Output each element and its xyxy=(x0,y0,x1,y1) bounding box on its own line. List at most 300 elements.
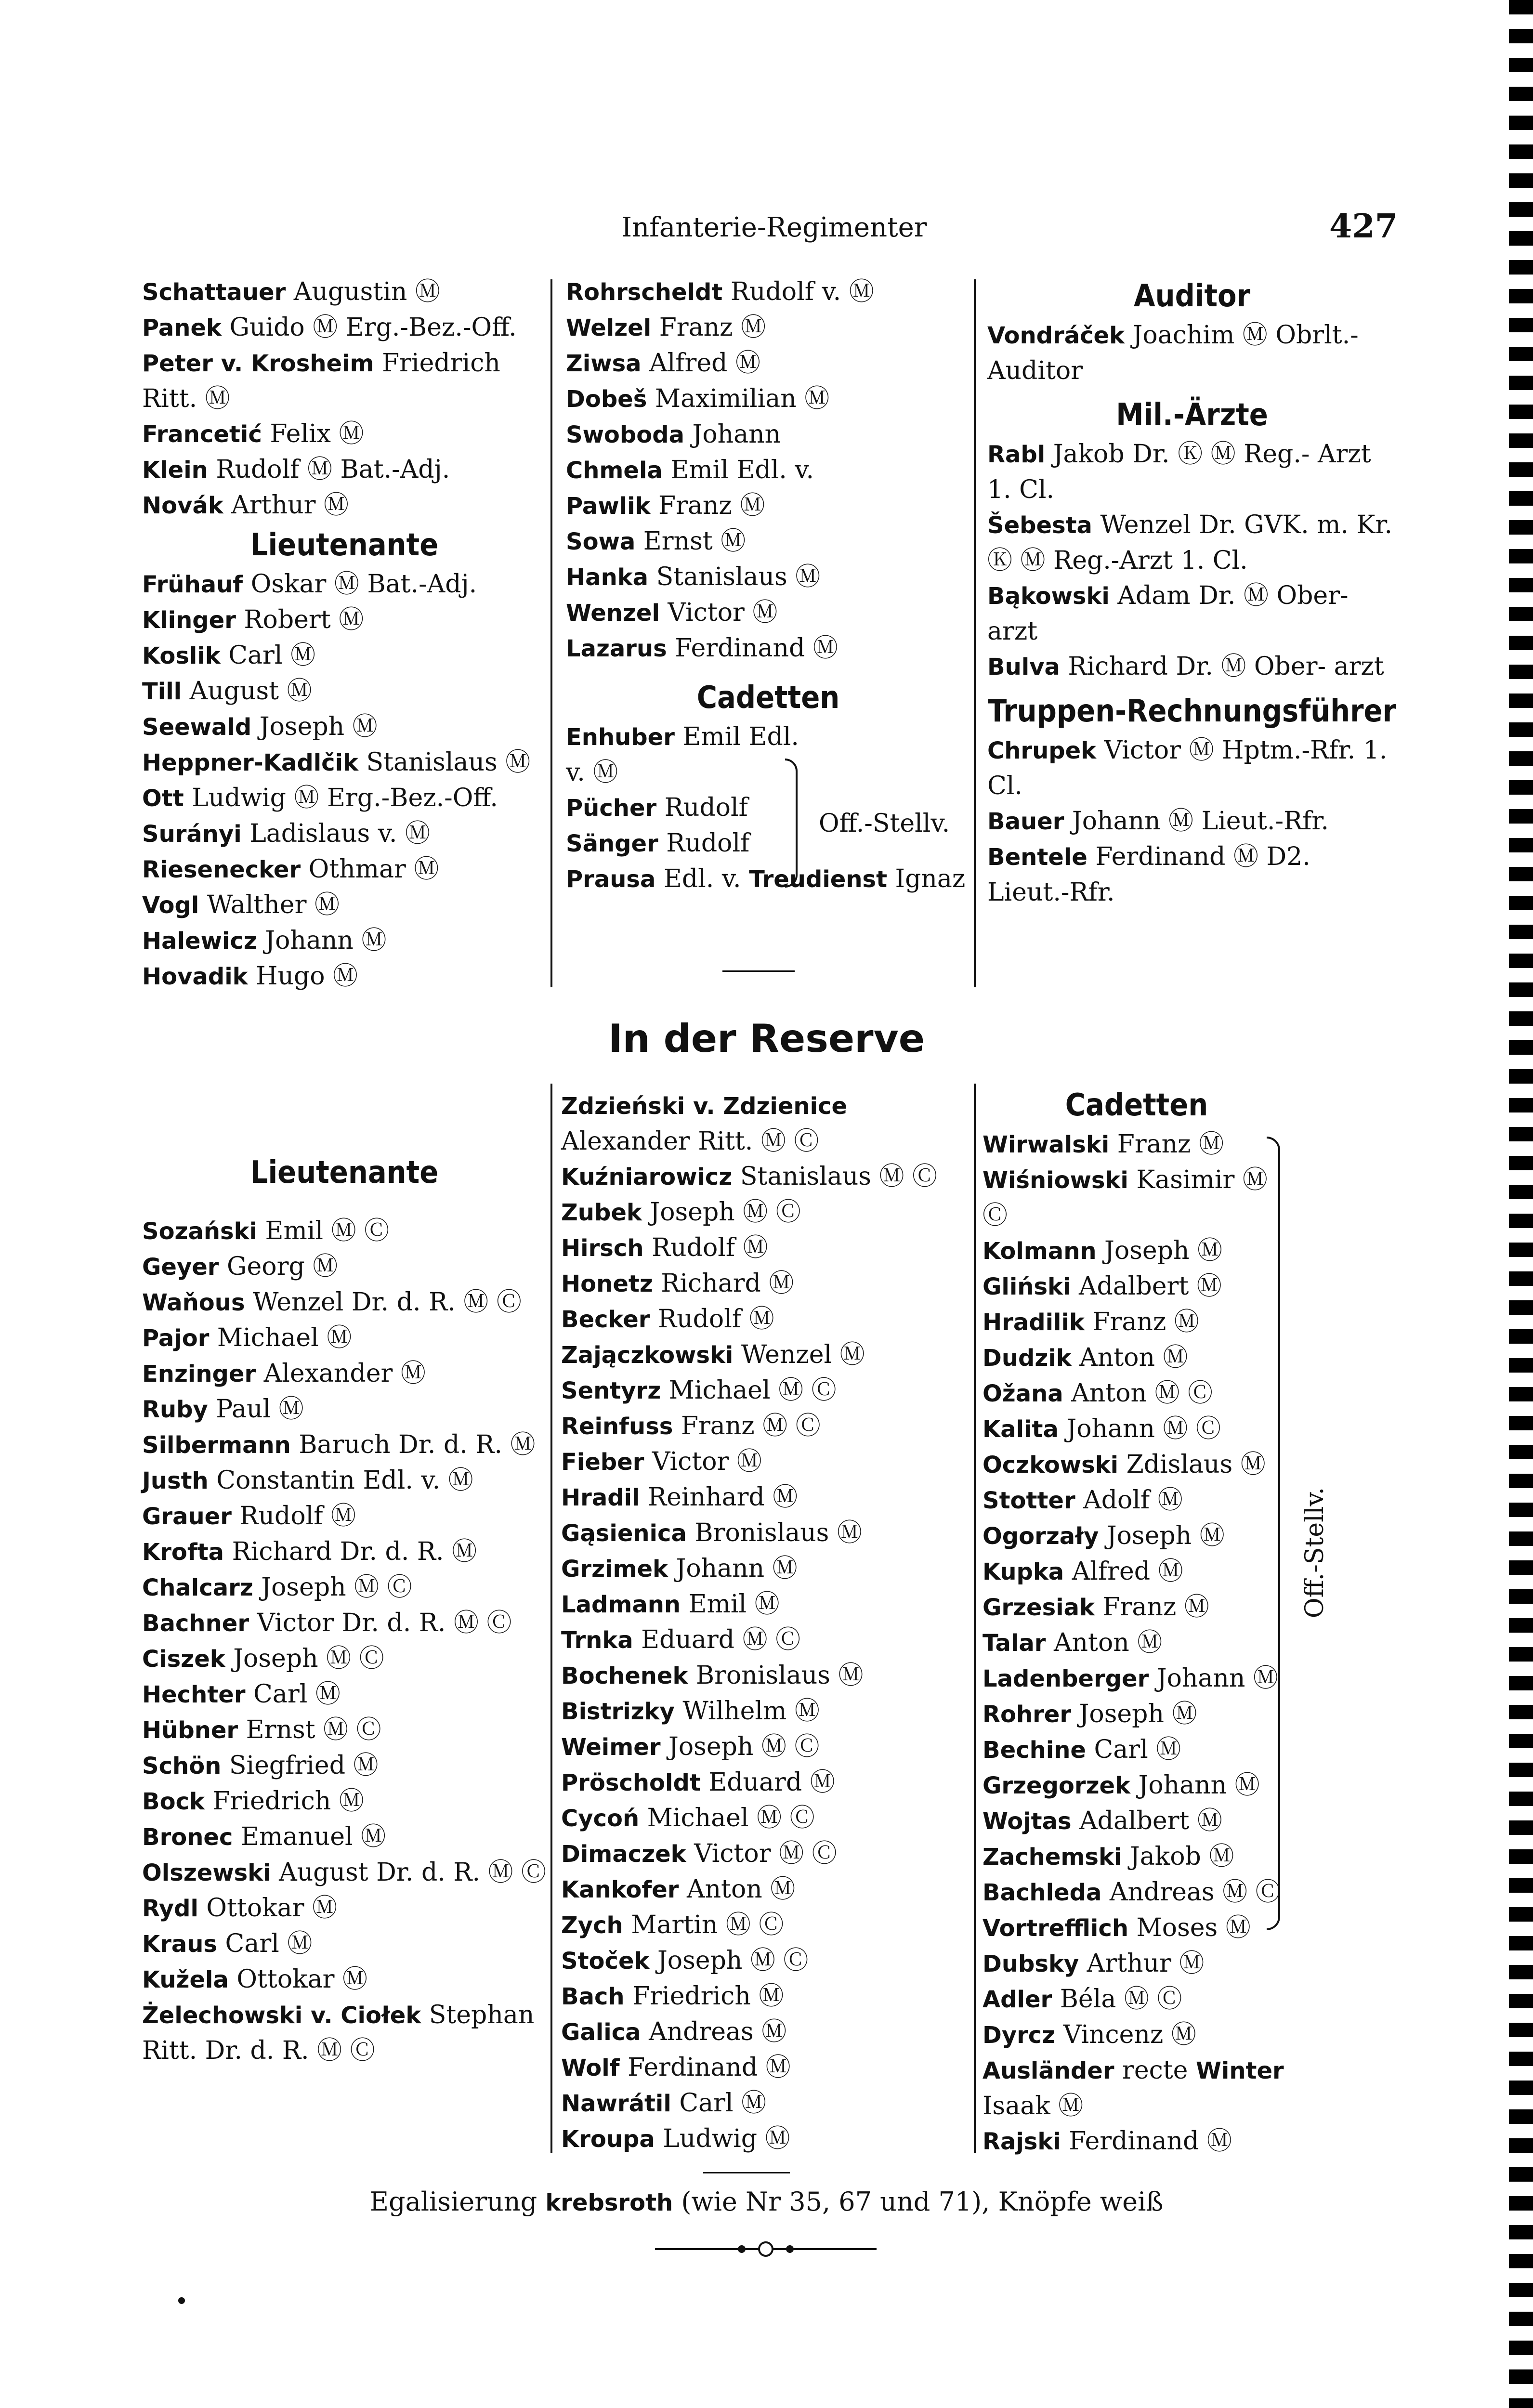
officer-entry xyxy=(983,1127,1291,1163)
officer-entry xyxy=(142,1534,547,1570)
surname: Dyrcz xyxy=(983,2022,1056,2049)
surname: Peter v. Krosheim xyxy=(142,350,374,377)
section-heading-cadetten: Cadetten xyxy=(1065,1087,1208,1123)
entry-details: Emanuel Ⓜ xyxy=(233,1822,386,1851)
entry-details: Jakob Dr. Ⓚ Ⓜ Reg.- Arzt 1. Cl. xyxy=(987,440,1371,504)
entry-details: Emil Ⓜ xyxy=(681,1590,780,1619)
officer-entry xyxy=(561,1159,970,1195)
officer-entry xyxy=(142,1641,547,1677)
entry-details: Robert Ⓜ xyxy=(236,605,364,634)
surname: Rydl xyxy=(142,1895,198,1922)
surname: Stoček xyxy=(561,1948,650,1975)
surname: Vogl xyxy=(142,892,199,919)
surname: Halewicz xyxy=(142,928,257,955)
entry-details: Anton Ⓜ xyxy=(1071,1343,1188,1372)
surname: Panek xyxy=(142,314,222,341)
surname: Chalcarz xyxy=(142,1574,253,1601)
surname: Honetz xyxy=(561,1270,653,1297)
entry-details: Alexander Ritt. Ⓜ Ⓒ xyxy=(561,1127,819,1156)
surname: Bronec xyxy=(142,1824,233,1851)
entry-details: Franz Ⓜ xyxy=(651,313,766,342)
surname: Grzegorzek xyxy=(983,1772,1130,1799)
surname: Riesenecker xyxy=(142,856,301,883)
surname: Heppner-Kadlčik xyxy=(142,749,358,776)
entry-details: Carl Ⓜ xyxy=(1086,1735,1181,1764)
surname: Ausländer xyxy=(983,2057,1114,2084)
officer-entry xyxy=(142,1427,547,1463)
entry-details: Stanislaus Ⓜ Ⓒ xyxy=(732,1162,938,1191)
officer-entry xyxy=(566,346,970,381)
surname: Lazarus xyxy=(566,635,667,662)
entry-details: Arthur Ⓜ xyxy=(223,491,349,520)
entry-details: Georg Ⓜ xyxy=(219,1252,338,1281)
entry-details: Joseph Ⓜ xyxy=(1099,1521,1225,1550)
officer-entry xyxy=(142,888,547,923)
entry-details: Johann Ⓜ xyxy=(668,1554,798,1583)
surname: Sentyrz xyxy=(561,1377,661,1404)
officer-entry xyxy=(142,816,547,852)
officer-entry xyxy=(561,2050,970,2086)
officer-entry xyxy=(983,1483,1291,1518)
surname: Bistrizky xyxy=(561,1698,675,1725)
entry-details: Ferdinand Ⓜ xyxy=(619,2053,791,2082)
entry-details: Adam Dr. Ⓜ Ober- arzt xyxy=(987,581,1349,646)
officer-entry xyxy=(566,275,970,310)
officer-entry xyxy=(561,1658,970,1694)
entry-details: Johann Ⓜ xyxy=(1130,1771,1260,1800)
officer-entry xyxy=(561,1480,970,1516)
officer-entry xyxy=(987,804,1397,839)
officer-entry xyxy=(566,488,970,524)
entry-details: Joseph Ⓜ Ⓒ xyxy=(253,1573,412,1602)
surname: Bachleda xyxy=(983,1879,1102,1906)
officer-entry xyxy=(561,1587,970,1623)
officer-entry xyxy=(566,720,970,755)
surname: Schattauer xyxy=(142,279,286,306)
section-heading-lieutenante: Lieutenante xyxy=(250,527,439,563)
entry-details: Constantin Edl. v. Ⓜ xyxy=(208,1466,473,1495)
officer-entry xyxy=(561,1801,970,1836)
officer-entry xyxy=(142,1321,547,1356)
officer-entry xyxy=(142,310,547,346)
officer-entry xyxy=(566,524,970,560)
officer-entry xyxy=(142,1926,547,1962)
surname: Frühauf xyxy=(142,571,243,598)
surname: Stotter xyxy=(983,1487,1075,1514)
brace xyxy=(1267,1137,1280,1930)
officer-list xyxy=(142,1214,547,2068)
entry-details: Felix Ⓜ xyxy=(262,419,364,448)
ornament-icon xyxy=(655,2239,877,2259)
entry-details: Wilhelm Ⓜ xyxy=(674,1697,820,1726)
surname: Grzimek xyxy=(561,1556,668,1583)
surname: Geyer xyxy=(142,1254,219,1281)
surname: Adler xyxy=(983,1986,1052,2013)
officer-entry xyxy=(142,567,547,602)
surname: Pücher xyxy=(566,795,657,822)
entry-details: Wenzel Dr. d. R. Ⓜ Ⓒ xyxy=(245,1288,522,1317)
active-column-3 xyxy=(987,275,1397,910)
officer-entry xyxy=(142,1748,547,1784)
entry-details: Bronislaus Ⓜ xyxy=(686,1518,862,1547)
officer-entry xyxy=(142,1713,547,1748)
entry-details: Joachim Ⓜ Obrlt.- Auditor xyxy=(987,321,1359,385)
entry-details: Anton Ⓜ xyxy=(1046,1628,1163,1657)
officer-entry xyxy=(142,709,547,745)
officer-entry xyxy=(983,2124,1291,2159)
entry-details: Rudolf Ⓜ Bat.-Adj. xyxy=(208,455,450,484)
entry-details: Ferdinand Ⓜ xyxy=(667,634,838,663)
officer-entry xyxy=(561,2015,970,2050)
column-divider xyxy=(974,1084,976,2153)
surname: Hradilik xyxy=(983,1309,1085,1336)
entry-details: Rudolf xyxy=(658,829,750,858)
surname: Hirsch xyxy=(561,1235,644,1262)
officer-list xyxy=(142,567,547,995)
officer-entry xyxy=(561,1836,970,1872)
officer-entry xyxy=(566,595,970,631)
entry-details: Franz Ⓜ xyxy=(1084,1308,1199,1336)
officer-entry xyxy=(142,852,547,888)
surname: Novák xyxy=(142,492,223,519)
officer-entry xyxy=(983,1554,1291,1590)
surname: Olszewski xyxy=(142,1859,271,1886)
entry-details: Rudolf xyxy=(656,793,748,822)
entry-details: Alfred Ⓜ xyxy=(1064,1557,1183,1586)
bracket-label: Off.-Stellv. xyxy=(819,809,950,838)
entry-details: Augustin Ⓜ xyxy=(286,277,440,306)
surname: Rohrscheldt xyxy=(566,279,723,306)
surname: Kalita xyxy=(983,1416,1059,1443)
entry-details: Ernst Ⓜ Ⓒ xyxy=(238,1715,381,1744)
entry-details: Johann Ⓜ xyxy=(1149,1664,1278,1693)
surname: Vondráček xyxy=(987,322,1125,349)
officer-entry xyxy=(987,733,1397,804)
officer-entry xyxy=(983,1590,1291,1625)
section-heading-cadetten: Cadetten xyxy=(696,680,840,716)
officer-entry xyxy=(561,1337,970,1373)
surname: Seewald xyxy=(142,714,252,741)
entry-details: Siegfried Ⓜ xyxy=(221,1751,379,1780)
officer-entry xyxy=(142,1677,547,1713)
entry-details: August Ⓜ xyxy=(182,677,312,706)
officer-entry xyxy=(561,1409,970,1444)
entry-details: Adalbert Ⓜ xyxy=(1071,1272,1222,1301)
surname: Gliński xyxy=(983,1273,1071,1300)
entry-details: Johann Ⓜ Lieut.-Rfr. xyxy=(1064,807,1329,836)
surname: Kuźniarowicz xyxy=(561,1164,733,1191)
officer-entry xyxy=(142,602,547,638)
entry-details: Joseph Ⓜ Ⓒ xyxy=(225,1644,384,1673)
surname: Bauer xyxy=(987,808,1064,835)
officer-entry xyxy=(561,1195,970,1230)
entry-details: Franz Ⓜ xyxy=(650,491,765,520)
entry-details: Rudolf Ⓜ xyxy=(650,1305,774,1334)
entry-details: Stanislaus Ⓜ xyxy=(358,748,531,777)
officer-entry xyxy=(142,923,547,959)
section-heading-lieutenante: Lieutenante xyxy=(250,1155,439,1191)
officer-entry xyxy=(987,508,1397,578)
surname: Silbermann xyxy=(142,1432,291,1459)
entry-details: v. Ⓜ xyxy=(566,758,618,787)
surname: Bentele xyxy=(987,844,1088,871)
entry-details: Victor Dr. d. R. Ⓜ Ⓒ xyxy=(249,1609,512,1637)
surname: Talar xyxy=(983,1630,1046,1657)
entry-details: Paul Ⓜ xyxy=(208,1395,304,1424)
reserve-column-1 xyxy=(142,1151,547,2068)
surname: Gąsienica xyxy=(561,1520,687,1547)
entry-details: August Dr. d. R. Ⓜ Ⓒ xyxy=(271,1858,547,1887)
entry-details: Ludwig Ⓜ xyxy=(655,2124,790,2153)
entry-details: Othmar Ⓜ xyxy=(301,855,439,884)
entry-details: Carl Ⓜ xyxy=(220,641,316,670)
footer-text: Egalisierung xyxy=(369,2186,546,2217)
officer-entry xyxy=(983,1875,1291,1911)
surname: Swoboda xyxy=(566,421,684,448)
entry-details: Richard Ⓜ xyxy=(653,1269,794,1298)
officer-entry xyxy=(142,417,547,452)
entry-details: recte xyxy=(1114,2056,1196,2085)
entry-details: Ottokar Ⓜ xyxy=(228,1965,368,1994)
entry-details: Joseph Ⓜ xyxy=(251,712,378,741)
entry-details: Alexander Ⓜ xyxy=(256,1359,426,1388)
officer-entry xyxy=(142,1819,547,1855)
officer-entry xyxy=(142,1855,547,1891)
page-header xyxy=(0,207,1533,250)
officer-entry xyxy=(983,1163,1291,1233)
officer-entry xyxy=(561,1373,970,1409)
active-column-1 xyxy=(142,275,547,995)
entry-details: Emil Edl. v. xyxy=(662,456,814,484)
surname: Bach xyxy=(561,1983,625,2010)
surname: Ott xyxy=(142,785,184,812)
surname: Waňous xyxy=(142,1289,245,1316)
officer-entry xyxy=(561,1516,970,1551)
surname: Galica xyxy=(561,2019,641,2046)
officer-list xyxy=(566,720,970,897)
entry-details: Ferdinand Ⓜ D2. Lieut.-Rfr. xyxy=(987,842,1310,907)
entry-details: Stephan Ritt. Dr. d. R. Ⓜ Ⓒ xyxy=(142,2001,535,2065)
surname: Hanka xyxy=(566,564,649,591)
entry-details: Rudolf Ⓜ xyxy=(231,1502,356,1531)
surname: Francetić xyxy=(142,421,262,448)
officer-entry xyxy=(983,1305,1291,1340)
page-edge-border xyxy=(1509,0,1533,2408)
surname: Pawlik xyxy=(566,493,651,520)
column-divider xyxy=(550,279,552,987)
surname: Bochenek xyxy=(561,1662,688,1689)
entry-details: Oskar Ⓜ Bat.-Adj. xyxy=(243,570,477,599)
entry-details: Wenzel Dr. GVK. m. Kr. Ⓚ Ⓜ Reg.-Arzt 1. Cl. xyxy=(987,510,1393,575)
entry-details: Carl Ⓜ xyxy=(245,1680,341,1709)
surname: Hechter xyxy=(142,1681,246,1708)
surname: Sozański xyxy=(142,1218,257,1245)
surname: Ožana xyxy=(983,1380,1063,1407)
officer-list xyxy=(566,275,970,667)
officer-entry xyxy=(566,453,970,488)
bracket-label: Off.-Stellv. xyxy=(1300,1487,1329,1618)
surname: Kraus xyxy=(142,1931,217,1958)
footer-text: (wie Nr 35, 67 und 71), Knöpfe weiß xyxy=(673,2186,1164,2217)
surname: Fieber xyxy=(561,1449,644,1476)
entry-details: Victor Ⓜ xyxy=(644,1447,762,1476)
entry-details: Martin Ⓜ Ⓒ xyxy=(623,1911,784,1939)
officer-entry xyxy=(561,1979,970,2015)
entry-details: Rudolf Ⓜ xyxy=(643,1233,768,1262)
section-heading-auditor: Auditor xyxy=(1134,278,1250,314)
surname: Wirwalski xyxy=(983,1131,1110,1158)
entry-details: Anton Ⓜ xyxy=(679,1875,796,1904)
page-number: 427 xyxy=(1329,207,1398,246)
surname: Zajączkowski xyxy=(561,1342,734,1369)
officer-entry xyxy=(142,1606,547,1641)
surname: Reinfuss xyxy=(561,1413,673,1440)
entry-details: Hugo Ⓜ xyxy=(248,962,358,991)
surname: Zdzieński v. Zdzienice xyxy=(561,1093,847,1120)
surname: Cycoń xyxy=(561,1805,640,1832)
entry-details: Guido Ⓜ Erg.-Bez.-Off. xyxy=(221,313,517,342)
officer-list xyxy=(987,437,1397,685)
entry-details: Johann Ⓜ Ⓒ xyxy=(1058,1414,1221,1443)
officer-entry xyxy=(983,1804,1291,1839)
surname: Justh xyxy=(142,1467,209,1494)
officer-entry xyxy=(561,1302,970,1337)
entry-details: Stanislaus Ⓜ xyxy=(648,563,821,591)
officer-entry xyxy=(142,1249,547,1285)
surname: Sänger xyxy=(566,830,658,857)
surname: Ladmann xyxy=(561,1591,681,1618)
surname: Klein xyxy=(142,457,208,484)
officer-entry xyxy=(983,2053,1291,2124)
officer-entry xyxy=(142,452,547,488)
surname: Prausa xyxy=(566,866,656,893)
entry-details: Ludwig Ⓜ Erg.-Bez.-Off. xyxy=(183,784,498,812)
entry-details: Joseph Ⓜ Ⓒ xyxy=(649,1946,809,1975)
officer-entry xyxy=(983,1768,1291,1804)
entry-details: Joseph Ⓜ xyxy=(1071,1700,1197,1728)
entry-details: Emil Ⓜ Ⓒ xyxy=(257,1217,390,1245)
surname: Rajski xyxy=(983,2128,1061,2155)
entry-details: Franz Ⓜ Ⓒ xyxy=(673,1412,821,1440)
officer-entry xyxy=(983,1376,1291,1412)
entry-details: Walther Ⓜ xyxy=(199,890,340,919)
officer-entry xyxy=(142,674,547,709)
surname: Chrupek xyxy=(987,737,1097,764)
officer-entry xyxy=(142,1214,547,1249)
officer-entry xyxy=(142,346,547,417)
entry-details: Ferdinand Ⓜ xyxy=(1061,2127,1232,2156)
surname: Welzel xyxy=(566,314,652,341)
section-heading-rechnungsfuehrer: Truppen-Rechnungsführer xyxy=(988,694,1396,729)
entry-details: Joseph Ⓜ Ⓒ xyxy=(642,1198,801,1227)
entry-details: Ernst Ⓜ xyxy=(635,527,746,556)
entry-details: Johann Ⓜ xyxy=(257,926,387,955)
officer-entry xyxy=(987,578,1397,649)
officer-entry xyxy=(142,1356,547,1392)
officer-entry xyxy=(983,1946,1291,1982)
surname: Klinger xyxy=(142,607,236,634)
surname: Żelechowski v. Ciołek xyxy=(142,2002,421,2029)
officer-entry xyxy=(983,1911,1291,1946)
surname: Chmela xyxy=(566,457,663,484)
officer-entry xyxy=(566,381,970,417)
officer-list xyxy=(561,1088,970,2157)
officer-entry xyxy=(561,1872,970,1908)
entry-details: Friedrich Ⓜ xyxy=(204,1787,364,1816)
officer-entry xyxy=(983,1697,1291,1732)
surname: Ciszek xyxy=(142,1646,225,1673)
officer-entry xyxy=(983,1447,1291,1483)
surname: Kankofer xyxy=(561,1876,679,1903)
officer-entry xyxy=(566,417,970,453)
officer-list xyxy=(142,275,547,523)
officer-entry xyxy=(142,1463,547,1499)
officer-list xyxy=(983,1127,1291,2159)
footer-colour: krebsroth xyxy=(545,2189,673,2216)
officer-entry xyxy=(142,1392,547,1427)
entry-details: Isaak Ⓜ xyxy=(983,2092,1084,2120)
entry-details: Bronislaus Ⓜ xyxy=(688,1661,864,1690)
entry-details: Arthur Ⓜ xyxy=(1079,1949,1205,1978)
surname: Weimer xyxy=(561,1734,661,1761)
officer-entry xyxy=(561,1908,970,1943)
footer-note xyxy=(0,2186,1533,2217)
surname: Pröscholdt xyxy=(561,1769,701,1796)
entry-details: Richard Dr. Ⓜ Ober- arzt xyxy=(1060,652,1384,681)
surname: Nawrátil xyxy=(561,2090,671,2117)
surname: Zych xyxy=(561,1912,623,1939)
entry-details: Edl. v. xyxy=(655,864,749,893)
entry-details: Alfred Ⓜ xyxy=(641,349,760,378)
column-divider xyxy=(550,1084,552,2153)
entry-details: Emil Edl. xyxy=(674,722,799,751)
section-rule xyxy=(703,2172,790,2173)
officer-entry xyxy=(983,2017,1291,2053)
officer-entry xyxy=(142,1285,547,1321)
officer-entry xyxy=(561,2121,970,2157)
entry-details: Carl Ⓜ xyxy=(217,1929,313,1958)
entry-details: Friedrich Ritt. Ⓜ xyxy=(142,349,500,413)
entry-details: Eduard Ⓜ xyxy=(700,1768,835,1797)
surname: Treudienst xyxy=(749,866,888,893)
entry-details: Andreas Ⓜ Ⓒ xyxy=(1101,1878,1281,1907)
surname: Hübner xyxy=(142,1717,238,1744)
surname: Kroupa xyxy=(561,2126,655,2153)
officer-entry xyxy=(987,649,1397,685)
surname: Dubsky xyxy=(983,1950,1079,1977)
entry-details: Anton Ⓜ Ⓒ xyxy=(1063,1379,1213,1408)
surname: Dobeš xyxy=(566,386,647,413)
surname: Rabl xyxy=(987,441,1046,468)
entry-details: Michael Ⓜ Ⓒ xyxy=(661,1376,837,1405)
entry-details: Vincenz Ⓜ xyxy=(1055,2020,1196,2049)
stray-dot xyxy=(178,2297,185,2304)
surname: Dimaczek xyxy=(561,1841,686,1868)
entry-details: Victor Ⓜ xyxy=(659,598,778,627)
surname: Vortrefflich xyxy=(983,1915,1128,1942)
officer-entry xyxy=(983,1625,1291,1661)
section-rule xyxy=(722,970,795,972)
surname: Wolf xyxy=(561,2055,620,2081)
surname: Krofta xyxy=(142,1539,224,1566)
surname: Schön xyxy=(142,1753,222,1780)
entry-details: Jakob Ⓜ xyxy=(1122,1842,1234,1871)
surname: Trnka xyxy=(561,1627,633,1654)
officer-entry xyxy=(142,1570,547,1606)
officer-entry xyxy=(983,1412,1291,1447)
surname: Ziwsa xyxy=(566,350,642,377)
entry-details: Richard Dr. d. R. Ⓜ xyxy=(224,1537,477,1566)
